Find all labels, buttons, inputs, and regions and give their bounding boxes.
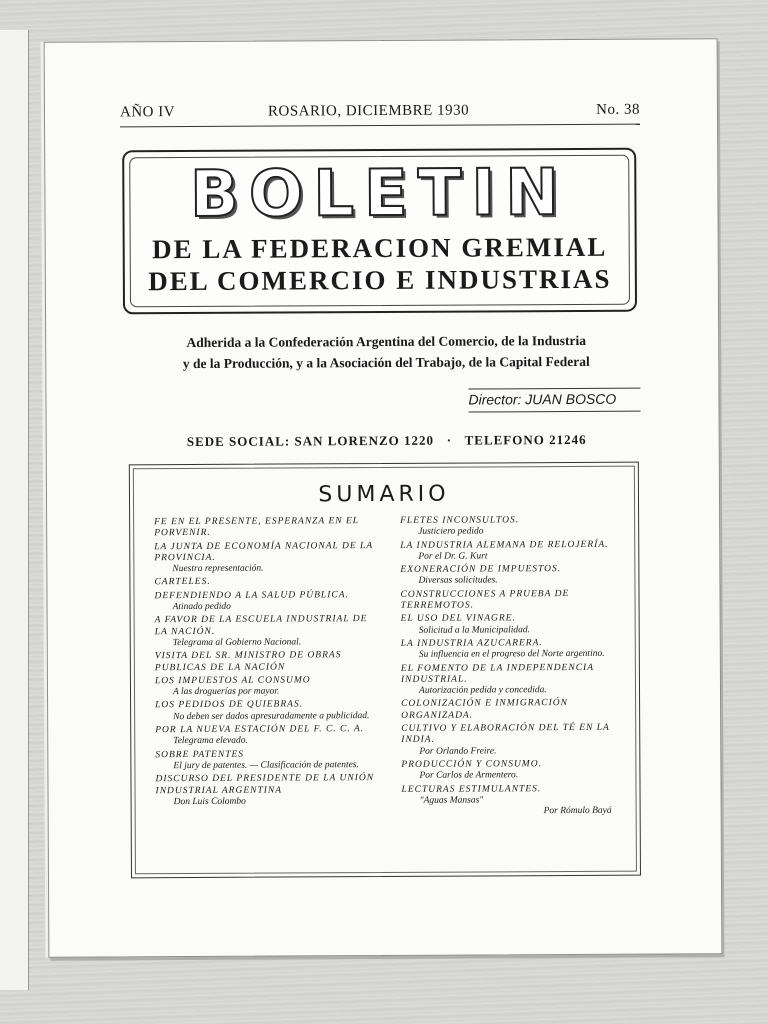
entry-heading: VISITA DEL SR. MINISTRO DE OBRAS PUBLICAS DE LA NACIÓN (154, 650, 342, 673)
entry-subtitle: Diversas solicitudes. (418, 575, 498, 587)
entry-heading: LA INDUSTRIA AZUCARERA. (400, 638, 543, 649)
entry-subtitle: "Aguas Mansas" (419, 795, 484, 806)
entry-subtitle: Telegrama al Gobierno Nacional. (172, 637, 302, 649)
entry-heading: LA INDUSTRIA ALEMANA DE RELOJERÍA. (400, 539, 609, 551)
contents-entry (155, 749, 379, 773)
address-phone: SEDE SOCIAL: SAN LORENZO 1220 · TELEFONO 21246 (186, 431, 587, 450)
contents-entry (401, 613, 617, 637)
masthead-line-2: DEL COMERCIO E INDUSTRIAS (148, 263, 612, 297)
contents-column-right (400, 515, 618, 821)
contents-entry (401, 662, 617, 697)
entry-subtitle: Telegrama elevado. (173, 736, 248, 747)
director-credit: Director: JUAN BOSCO (468, 388, 640, 413)
issue-number: No. 38 (596, 101, 641, 118)
entry-heading: SOBRE PATENTES (155, 749, 245, 760)
issue-place-date: ROSARIO, DICIEMBRE 1930 (267, 102, 470, 120)
entry-subtitle: Por el Dr. G. Kurt (418, 551, 488, 562)
entry-heading: EXONERACIÓN DE IMPUESTOS. (400, 564, 562, 576)
contents-entry (155, 675, 379, 699)
contents-entry (155, 650, 379, 674)
entry-subtitle: Justiciero pedido (418, 526, 484, 538)
issue-header (120, 100, 640, 128)
contents-entry (155, 724, 379, 748)
contents-entry (400, 564, 616, 588)
entry-heading: EL FOMENTO DE LA INDEPENDENCIA INDUSTRIAL. (400, 662, 594, 685)
entry-subtitle: Por Carlos de Armentero. (419, 770, 519, 782)
entry-subtitle: El jury de patentes. — Clasificación de patentes. (173, 760, 359, 772)
entry-subtitle: No deben ser dados apresuradamente a publicidad. (173, 710, 370, 722)
entry-subtitle: Solicitud a la Municipalidad. (418, 624, 531, 636)
contents-box (129, 462, 641, 879)
entry-heading: CONSTRUCCIONES A PRUEBA DE TERREMOTOS. (400, 588, 570, 611)
bulletin-page (44, 38, 723, 958)
entry-heading: COLONIZACIÓN E INMIGRACIÓN ORGANIZADA. (401, 698, 569, 721)
entry-heading: CARTELES. (154, 577, 211, 588)
entry-subtitle: Don Luis Colombo (173, 796, 246, 807)
contents-entry (155, 699, 379, 723)
entry-subtitle: Atinado pedido (172, 601, 231, 613)
entry-heading: FLETES INCONSULTOS. (400, 515, 520, 526)
contents-entry (154, 516, 378, 540)
entry-subtitle: Autorización pedida y concedida. (418, 685, 547, 696)
contents-entry (402, 783, 618, 818)
entry-heading: LECTURAS ESTIMULANTES. (401, 783, 542, 795)
contents-column-left (154, 516, 380, 810)
entry-heading: PRODUCCIÓN Y CONSUMO. (401, 759, 542, 770)
entry-subtitle: A las droguerías por mayor. (172, 686, 280, 698)
contents-entry (155, 614, 379, 649)
entry-heading: POR LA NUEVA ESTACIÓN DEL F. C. C. A. (155, 724, 365, 736)
left-page-edge (0, 30, 29, 990)
entry-heading: LA JUNTA DE ECONOMÍA NACIONAL DE LA PROVINCIA. (154, 540, 373, 564)
contents-entry (154, 577, 378, 589)
entry-heading: FE EN EL PRESENTE, ESPERANZA EN EL PORVENIR. (154, 516, 359, 539)
entry-heading: LOS PEDIDOS DE QUIEBRAS. (155, 699, 304, 711)
contents-entry (401, 723, 617, 758)
contents-entry (400, 515, 616, 539)
affiliation-text (106, 330, 666, 375)
contents-entry (401, 638, 617, 662)
contents-entry (155, 773, 379, 808)
entry-subtitle: Nuestra representación. (172, 563, 264, 575)
contents-entry (401, 698, 617, 722)
contents-entry (154, 541, 378, 576)
affiliation-line-1: Adherida a la Confederación Argentina del Comercio, de la Industria (186, 332, 586, 351)
contents-entry (401, 759, 617, 783)
issue-year: AÑO IV (119, 104, 176, 121)
entry-heading: DEFENDIENDO A LA SALUD PÚBLICA. (154, 589, 349, 601)
affiliation-line-2: y de la Producción, y a la Asociación del Trabajo, de la Capital Federal (182, 353, 590, 372)
entry-byline: Por Rómulo Bayá (543, 805, 612, 817)
entry-heading: CULTIVO Y ELABORACIÓN DEL TÉ EN LA INDIA. (401, 722, 610, 746)
entry-heading: A FAVOR DE LA ESCUELA INDUSTRIAL DE LA NACIÓN. (154, 614, 368, 637)
entry-heading: DISCURSO DEL PRESIDENTE DE LA UNIÓN INDUSTRIAL ARGENTINA (155, 773, 375, 796)
contents-entry (154, 590, 378, 614)
masthead-title: BOLETIN (189, 156, 569, 233)
entry-subtitle: Su influencia en el progreso del Norte argentino. (418, 649, 605, 661)
entry-subtitle: Por Orlando Freire. (419, 746, 497, 757)
contents-entry (400, 539, 616, 563)
masthead-line-1: DE LA FEDERACION GREMIAL (151, 231, 608, 265)
entry-heading: EL USO DEL VINAGRE. (400, 613, 516, 625)
entry-heading: LOS IMPUESTOS AL CONSUMO (154, 675, 311, 687)
masthead (122, 148, 637, 315)
contents-entry (400, 589, 616, 613)
contents-title: SUMARIO (318, 481, 450, 508)
